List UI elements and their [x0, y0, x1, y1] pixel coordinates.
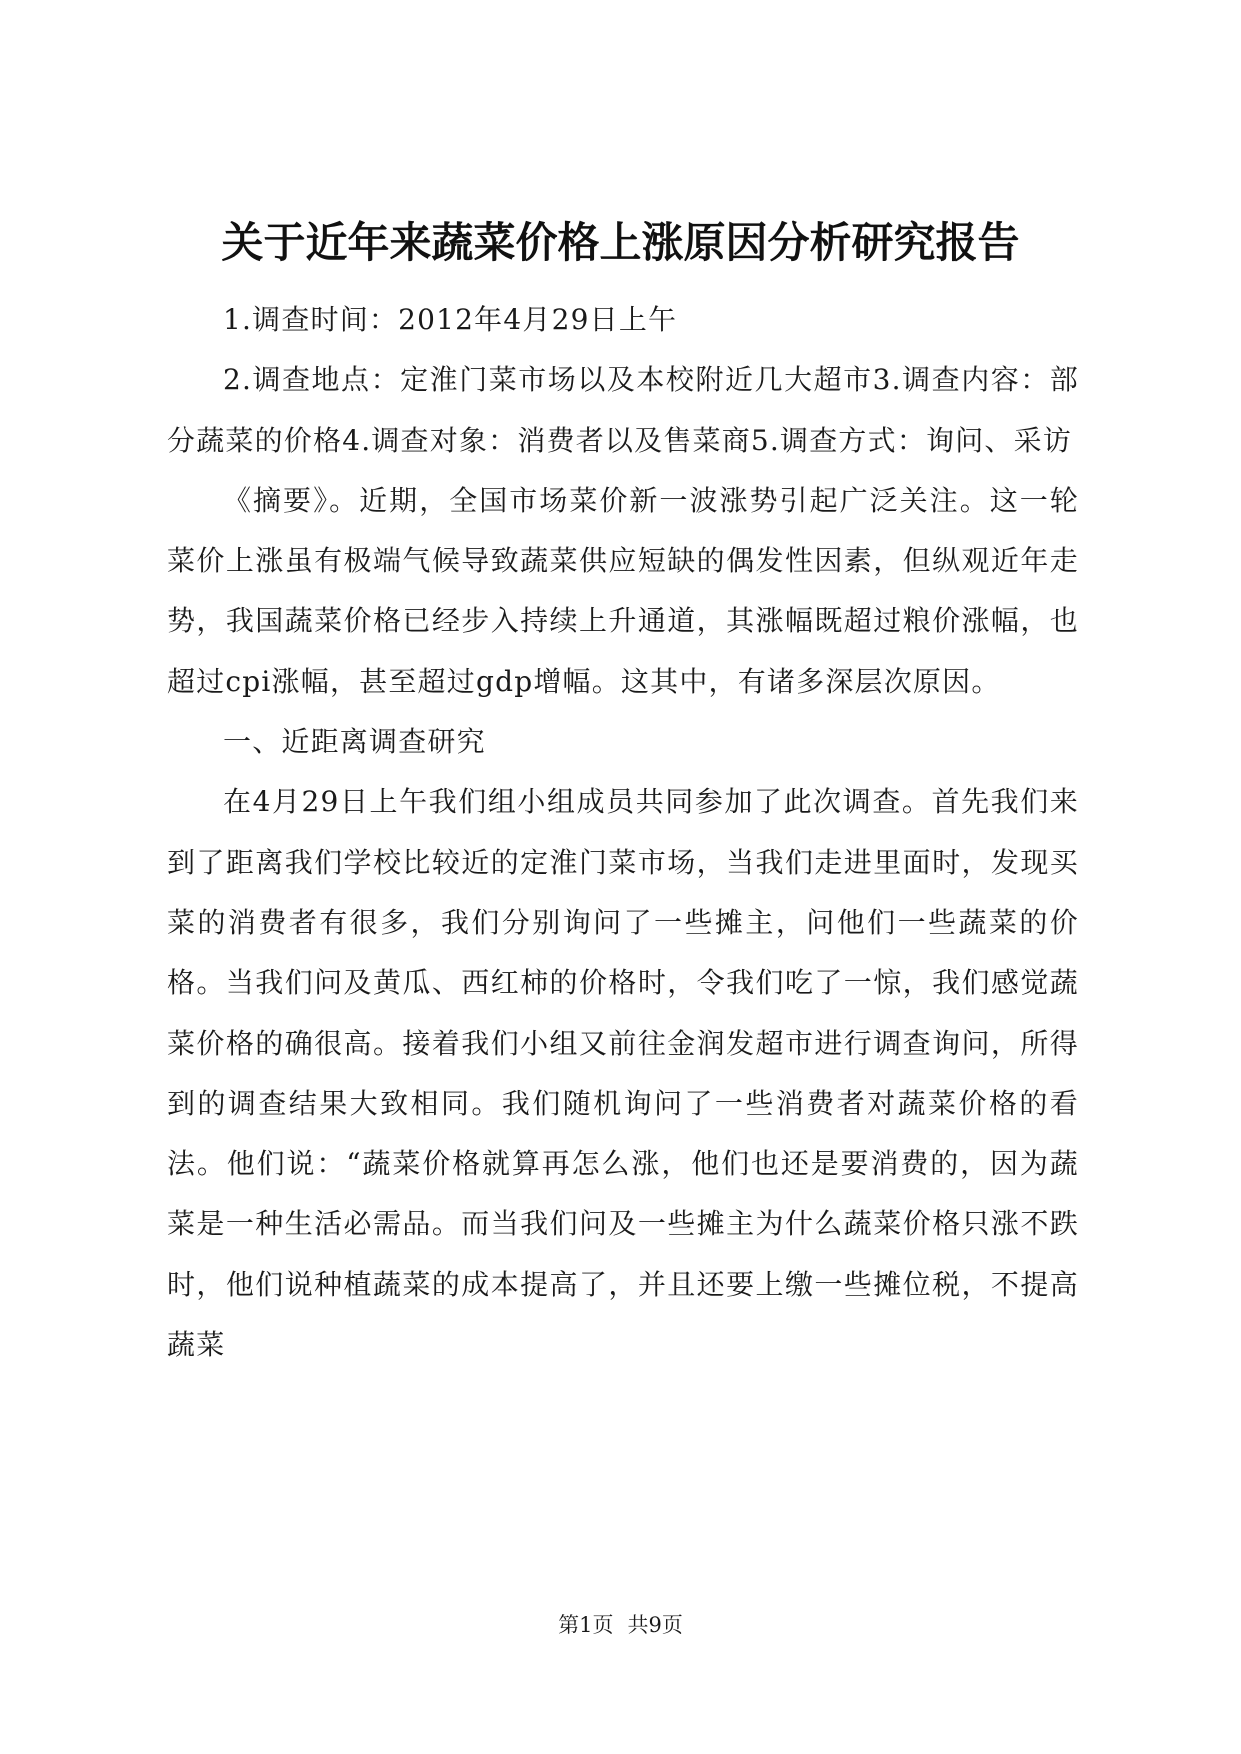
paragraph-survey-time: 1.调查时间：2012年4月29日上午: [223, 303, 678, 336]
page-number: 第1页: [558, 1613, 614, 1637]
paragraph-abstract: 《摘要》。近期，全国市场菜价新一波涨势引起广泛关注。这一轮菜价上涨虽有极端气候导致蔬菜供应短缺的偶发性因素，但纵观近年走势，我国蔬菜价格已经步入持续上升通道，其涨幅既超过粮价涨幅，也超过cpi涨幅，甚至超过gdp增幅。这其中，有诸多深层次原因。: [167, 483, 1079, 698]
paragraph-survey-details: 2.调查地点：定淮门菜市场以及本校附近几大超市3.调查内容：部分蔬菜的价格4.调查对象：消费者以及售菜商5.调查方式：询问、采访: [167, 363, 1079, 457]
section-heading: 一、近距离调查研究: [223, 725, 486, 759]
document-title: 关于近年来蔬菜价格上涨原因分析研究报告: [221, 218, 1020, 267]
page-total: 共9页: [627, 1613, 683, 1637]
document-body: [167, 290, 1079, 1375]
page-footer: [0, 1610, 1241, 1640]
paragraph-investigation: 在4月29日上午我们组小组成员共同参加了此次调查。首先我们来到了距离我们学校比较近的定淮门菜市场，当我们走进里面时，发现买菜的消费者有很多，我们分别询问了一些摊主，问他们一些蔬菜的价格。当我们问及黄瓜、西红柿的价格时，令我们吃了一惊，我们感觉蔬菜价格的确很高。接着我们小组又前往金润发超市进行调查询问，所得到的调查结果大致相同。我们随机询问了一些消费者对蔬菜价格的看法。他们说：“蔬菜价格就算再怎么涨，他们也还是要消费的，因为蔬菜是一种生活必需品。而当我们问及一些摊主为什么蔬菜价格只涨不跌时，他们说种植蔬菜的成本提高了，并且还要上缴一些摊位税，不提高蔬菜: [167, 785, 1079, 1362]
